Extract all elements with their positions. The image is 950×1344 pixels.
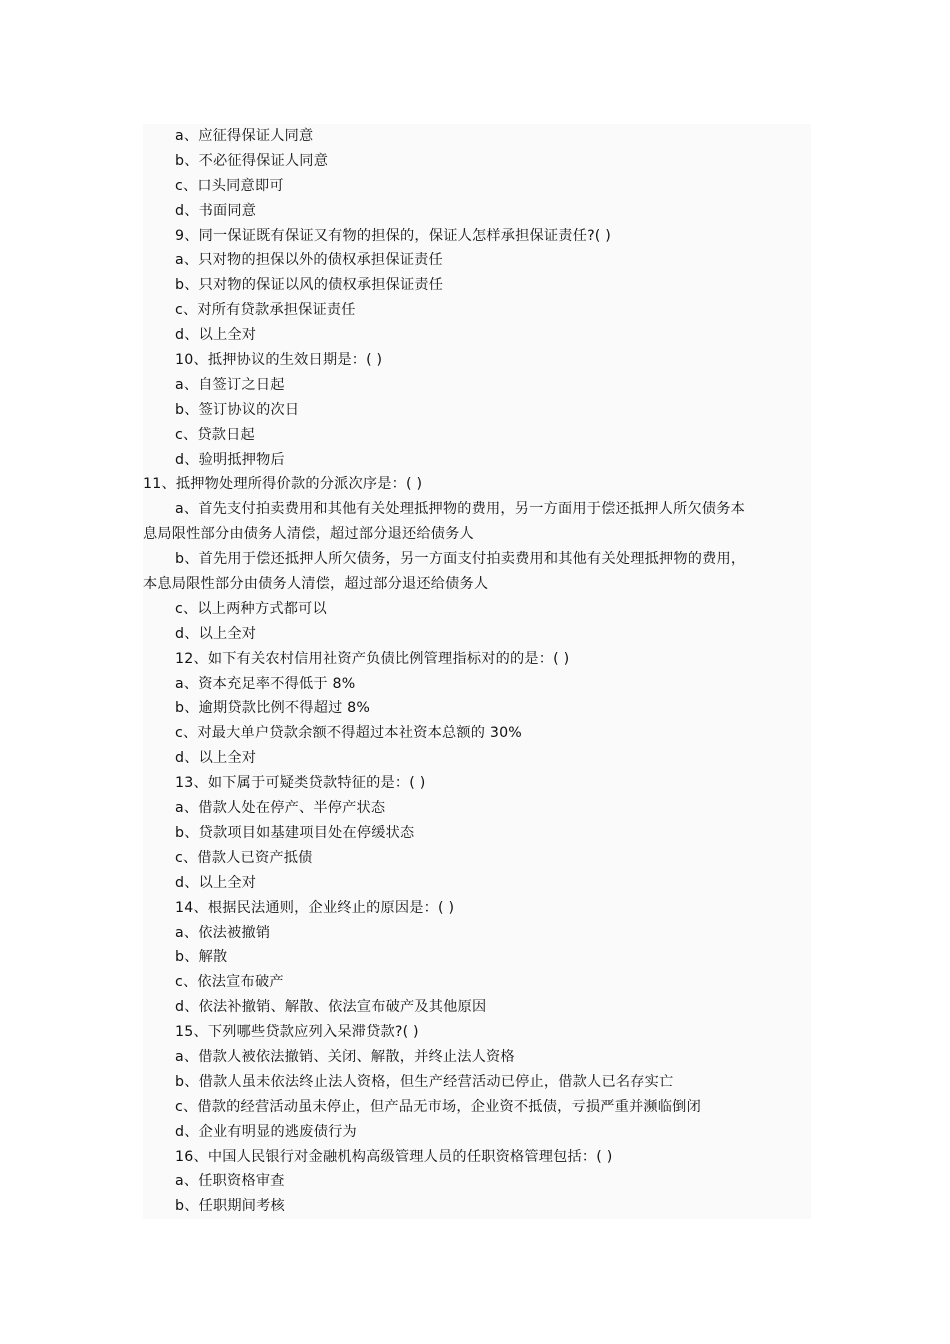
text-line: b、签订协议的次日 <box>175 401 300 418</box>
question-list <box>143 124 811 1219</box>
text-line: b、只对物的保证以风的债权承担保证责任 <box>175 277 444 294</box>
text-line: 本息局限性部分由债务人清偿，超过部分退还给债务人 <box>143 576 489 593</box>
text-line: b、逾期贷款比例不得超过 8% <box>175 700 371 717</box>
text-line: b、不必征得保证人同意 <box>175 152 329 169</box>
text-line: a、借款人被依法撤销、关闭、解散，并终止法人资格 <box>175 1048 515 1065</box>
text-line: c、对所有贷款承担保证责任 <box>175 302 356 319</box>
text-line: 16、中国人民银行对金融机构高级管理人员的任职资格管理包括：( ) <box>175 1148 613 1165</box>
text-line: a、应征得保证人同意 <box>175 128 314 144</box>
text-line: a、借款人处在停产、半停产状态 <box>175 800 386 817</box>
text-line: 9、同一保证既有保证又有物的担保的，保证人怎样承担保证责任?( ) <box>175 227 611 244</box>
text-line: a、只对物的担保以外的债权承担保证责任 <box>175 252 443 269</box>
text-line: a、资本充足率不得低于 8% <box>175 675 356 692</box>
text-line: b、借款人虽未依法终止法人资格，但生产经营活动已停止，借款人已名存实亡 <box>175 1073 674 1090</box>
text-line: b、贷款项目如基建项目处在停缓状态 <box>175 824 415 841</box>
text-line: b、解散 <box>175 949 228 966</box>
text-line: 14、根据民法通则，企业终止的原因是：( ) <box>175 899 455 916</box>
text-line: d、以上全对 <box>175 625 257 642</box>
text-line: a、依法被撤销 <box>175 924 271 941</box>
text-line: c、依法宣布破产 <box>175 974 284 991</box>
text-line: c、借款人已资产抵债 <box>175 849 313 866</box>
text-line: d、以上全对 <box>175 874 257 891</box>
text-line: 息局限性部分由债务人清偿，超过部分退还给债务人 <box>143 526 474 543</box>
text-line: a、首先支付拍卖费用和其他有关处理抵押物的费用，另一方面用于偿还抵押人所欠债务本 <box>175 501 746 518</box>
text-line: d、企业有明显的逃废债行为 <box>175 1123 357 1140</box>
text-line: b、首先用于偿还抵押人所欠债务，另一方面支付拍卖费用和其他有关处理抵押物的费用， <box>175 551 746 568</box>
text-line: 15、下列哪些贷款应列入呆滞贷款?( ) <box>175 1024 419 1041</box>
text-line: 11、抵押物处理所得价款的分派次序是：( ) <box>143 476 423 493</box>
text-line: 12、如下有关农村信用社资产负债比例管理指标对的的是：( ) <box>175 650 570 667</box>
text-line: 13、如下属于可疑类贷款特征的是：( ) <box>175 775 426 792</box>
text-line: d、书面同意 <box>175 202 257 219</box>
text-line: c、以上两种方式都可以 <box>175 600 327 617</box>
text-line: d、依法补撤销、解散、依法宣布破产及其他原因 <box>175 999 487 1016</box>
text-line: c、贷款日起 <box>175 426 255 443</box>
text-line: c、对最大单户贷款余额不得超过本社资本总额的 30% <box>175 725 522 742</box>
text-line: d、以上全对 <box>175 750 257 767</box>
text-line: a、自签订之日起 <box>175 376 285 393</box>
text-line: d、验明抵押物后 <box>175 451 285 468</box>
text-line: b、任职期间考核 <box>175 1198 285 1215</box>
text-line: 10、抵押协议的生效日期是：( ) <box>175 352 383 369</box>
text-line: a、任职资格审查 <box>175 1173 285 1190</box>
text-line: d、以上全对 <box>175 327 257 344</box>
text-line: c、借款的经营活动虽未停止，但产品无市场，企业资不抵债，亏损严重并濒临倒闭 <box>175 1098 701 1115</box>
text-line: c、口头同意即可 <box>175 177 284 194</box>
